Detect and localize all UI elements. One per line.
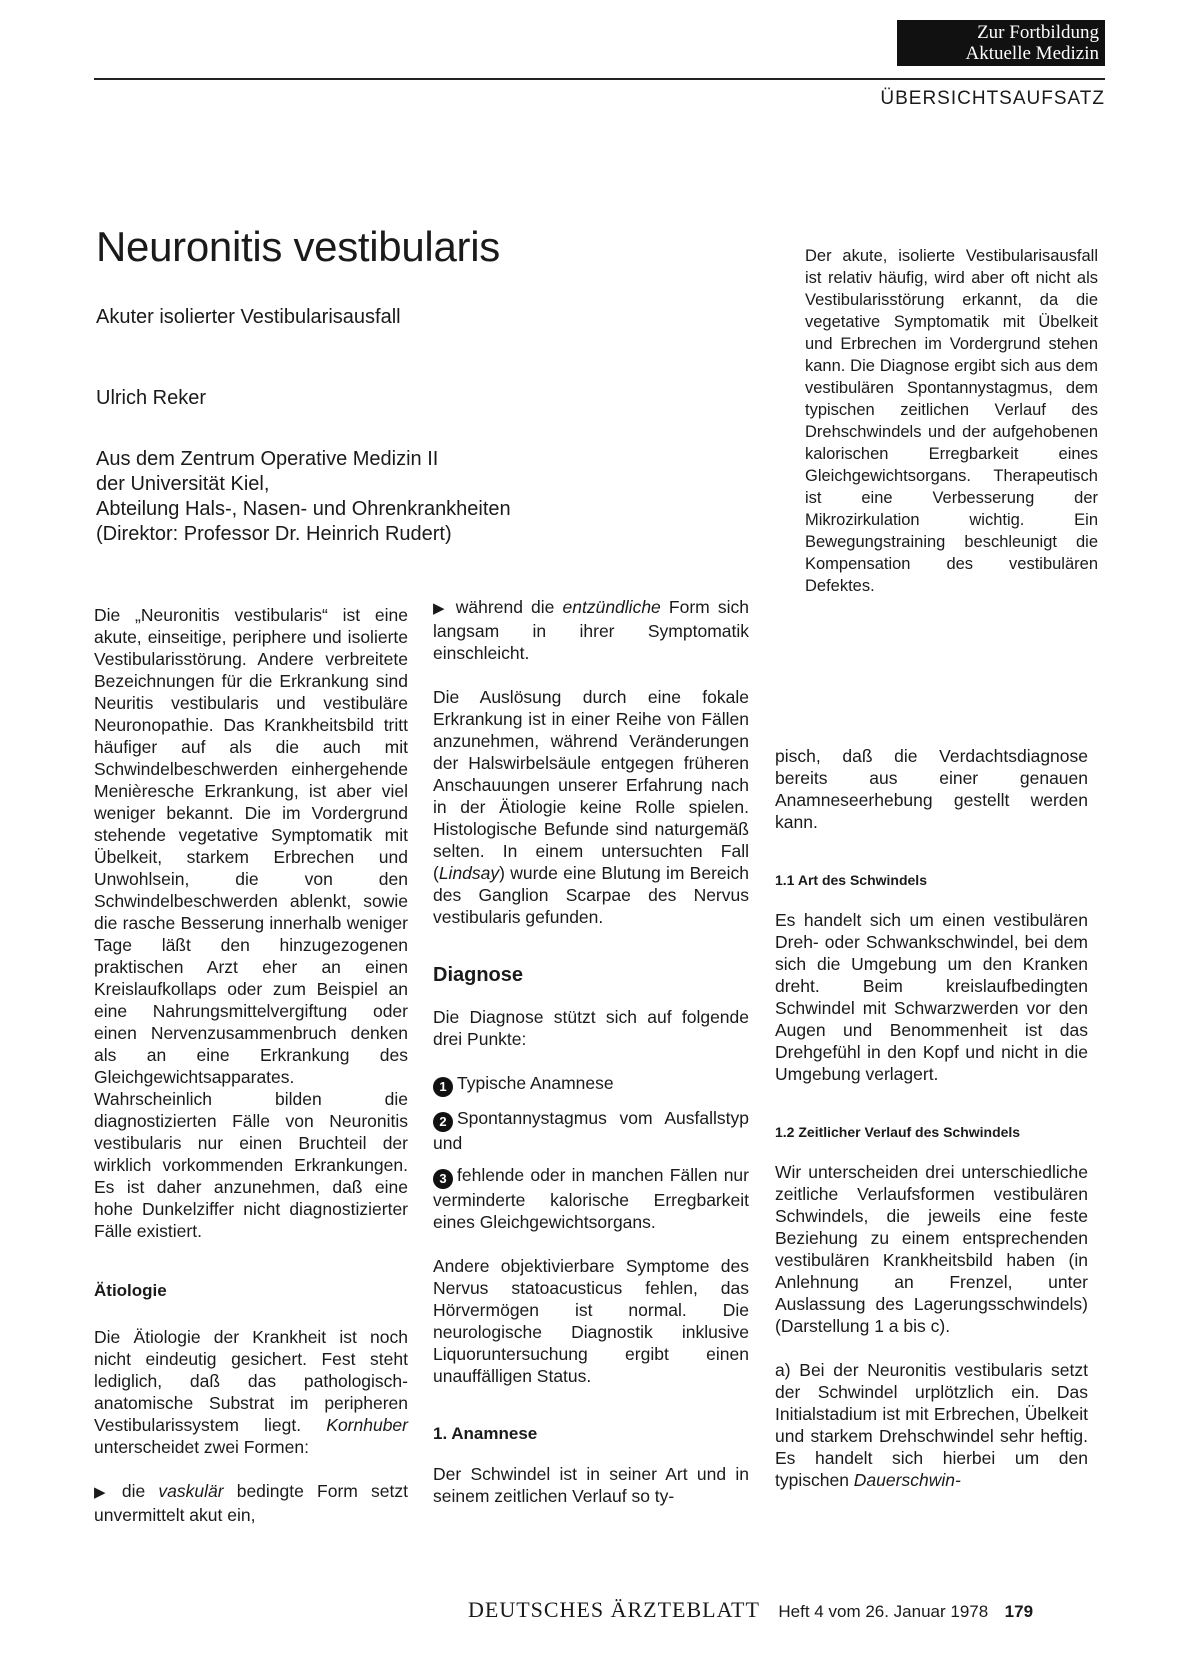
- affiliation-line: Aus dem Zentrum Operative Medizin II: [96, 448, 439, 470]
- diagnose-point-1: 1 Typische Anamnese: [433, 1072, 749, 1097]
- affiliation-line: der Universität Kiel,: [96, 473, 270, 495]
- section-label-line1: Zur Fortbildung: [977, 22, 1099, 43]
- section-label-box: [897, 20, 1105, 66]
- page-footer: [468, 1597, 1105, 1623]
- affiliation-line: (Direktor: Professor Dr. Heinrich Rudert): [96, 523, 452, 545]
- article-type: ÜBERSICHTSAUFSATZ: [880, 88, 1105, 109]
- abstract: [805, 245, 1098, 619]
- heading-aetiologie: Ätiologie: [94, 1281, 167, 1300]
- aetiologie-paragraph: Die Ätiologie der Krankheit ist noch nicht eindeutig gesichert. Fest steht lediglich, daß das pathologisch-anatomische Substrat im peripheren Vestibularissystem liegt. Kornhuber unterscheidet zwei Formen:: [94, 1327, 408, 1457]
- symptome-paragraph: Andere objektivierbare Symptome des Nervus statoacusticus fehlen, das Hörvermögen ist normal. Die neurologische Diagnostik inklusive Liquoruntersuchung ergibt einen unauffälligen Status.: [433, 1256, 749, 1386]
- intro-paragraph: Die „Neuronitis vestibularis“ ist eine akute, einseitige, periphere und isolierte Vestibularisstörung. Andere verbreitete Bezeichnungen für die Erkrankung sind Neuritis vestibularis und vestibuläre Neuronopathie. Das Krankheitsbild tritt häufiger auf als die auch mit Schwindelbeschwerden einhergehende Menièresche Erkrankung, ist aber viel weniger bekannt. Die im Vordergrund stehende vegetative Symptomatik mit Übelkeit, starkem Erbrechen und Unwohlsein, die von den Schwindelbeschwerden ablenkt, sowie die rasche Besserung innerhalb weniger Tage läßt den hinzugezogenen praktischen Arzt eher an einen Kreislaufkollaps oder zum Beispiel an eine Nahrungsmittelvergiftung oder einen Nervenzusammenbruch denken als an eine Erkrankung des Gleichgewichtsapparates. Wahrscheinlich bilden die diagnostizierten Fälle von Neuronitis vestibularis nur einen Bruchteil der wirklich vorkommenden Erkrankungen. Es ist daher anzunehmen, daß eine hohe Dunkelziffer nicht diagnostizierter Fälle existiert.: [94, 605, 408, 1241]
- continuation-paragraph: pisch, daß die Verdachtsdiagnose bereits aus einer genauen Anamneseerhebung gestellt werden kann.: [775, 746, 1088, 832]
- focal-paragraph: Die Auslösung durch eine fokale Erkrankung ist in einer Reihe von Fällen anzunehmen, während Veränderungen der Halswirbelsäule entgegen früheren Anschauungen unserer Erfahrung nach in der Ätiologie keine Rolle spielen. Histologische Befunde sind naturgemäß selten. In einem untersuchten Fall (Lindsay) wurde eine Blutung im Bereich des Ganglion Scarpae des Nervus vestibularis gefunden.: [433, 687, 749, 927]
- art-paragraph: Es handelt sich um einen vestibulären Dreh- oder Schwankschwindel, bei dem sich die Umgebung um den Kranken dreht. Beim kreislaufbedingten Schwindel mit Schwarzwerden vor den Augen und Benommenheit ist das Drehgefühl in den Kopf und nicht in die Umgebung verlagert.: [775, 910, 1088, 1084]
- anamnese-paragraph: Der Schwindel ist in seiner Art und in seinem zeitlichen Verlauf so ty-: [433, 1464, 749, 1506]
- issue-info: Heft 4 vom 26. Januar 1978: [778, 1602, 989, 1621]
- article-title: Neuronitis vestibularis: [96, 223, 500, 270]
- point-a-paragraph: a) Bei der Neuronitis vestibularis setzt der Schwindel urplötzlich ein. Das Initialstadium ist mit Erbrechen, Übelkeit und starkem Drehschwindel sehr heftig. Es handelt sich hierbei um den typischen Dauerschwin-: [775, 1360, 1088, 1490]
- triangle-bullet-icon: ▶: [433, 600, 448, 617]
- heading-diagnose: Diagnose: [433, 964, 524, 986]
- number-2-icon: 2: [433, 1112, 453, 1132]
- page-number: 179: [1004, 1602, 1034, 1621]
- diagnose-point-2: 2 Spontannystagmus vom Ausfallstyp und: [433, 1108, 749, 1153]
- number-1-icon: 1: [433, 1077, 453, 1097]
- triangle-bullet-icon: ▶: [94, 1484, 114, 1501]
- heading-art: 1.1 Art des Schwindels: [775, 872, 927, 888]
- heading-verlauf: 1.2 Zeitlicher Verlauf des Schwindels: [775, 1124, 1021, 1140]
- diagnose-point-3: 3 fehlende oder in manchen Fällen nur verminderte kalorische Erregbarkeit eines Gleichgewichtsorgans.: [433, 1165, 749, 1232]
- abstract-text: Der akute, isolierte Vestibularisausfall ist relativ häufig, wird aber oft nicht als Vestibularisstörung erkannt, da die vegetative Symptomatik mit Übelkeit und Erbrechen im Vordergrund stehen kann. Die Diagnose ergibt sich aus dem vestibulären Spontannystagmus, dem typischen zeitlichen Verlauf des Drehschwindels und der aufgehobenen kalorischen Erregbarkeit eines Gleichgewichtsorgans. Therapeutisch ist eine Verbesserung der Mikrozirkulation wichtig. Ein Bewegungstraining beschleunigt die Kompensation des vestibulären Defektes.: [805, 247, 1098, 595]
- heading-anamnese: 1. Anamnese: [433, 1424, 538, 1443]
- bullet-entzuendlich: ▶ während die entzündliche Form sich langsam in ihrer Symptomatik einschleicht.: [433, 597, 749, 663]
- column-3: [775, 745, 1088, 1513]
- author: Ulrich Reker: [96, 387, 207, 409]
- column-1: [94, 604, 408, 1548]
- article-subtitle: Akuter isolierter Vestibularisausfall: [96, 306, 401, 328]
- number-3-icon: 3: [433, 1169, 453, 1189]
- affiliation: [96, 447, 511, 547]
- affiliation-line: Abteilung Hals-, Nasen- und Ohrenkrankheiten: [96, 498, 511, 520]
- journal-name: DEUTSCHES ÄRZTEBLATT: [468, 1597, 760, 1622]
- column-2: [433, 596, 749, 1529]
- verlauf-paragraph: Wir unterscheiden drei unterschiedliche zeitliche Verlaufsformen vestibulären Schwindels, die jeweils eine feste Beziehung zu einem entsprechenden vestibulären Krankheitsbild haben (in Anlehnung an Frenzel, unter Auslassung des Lagerungsschwindels) (Darstellung 1 a bis c).: [775, 1162, 1088, 1336]
- header-rule: [94, 78, 1105, 80]
- bullet-vaskulaer: ▶ die vaskulär bedingte Form setzt unvermittelt akut ein,: [94, 1481, 408, 1525]
- diagnose-intro: Die Diagnose stützt sich auf folgende drei Punkte:: [433, 1007, 749, 1049]
- section-label-line2: Aktuelle Medizin: [965, 43, 1099, 64]
